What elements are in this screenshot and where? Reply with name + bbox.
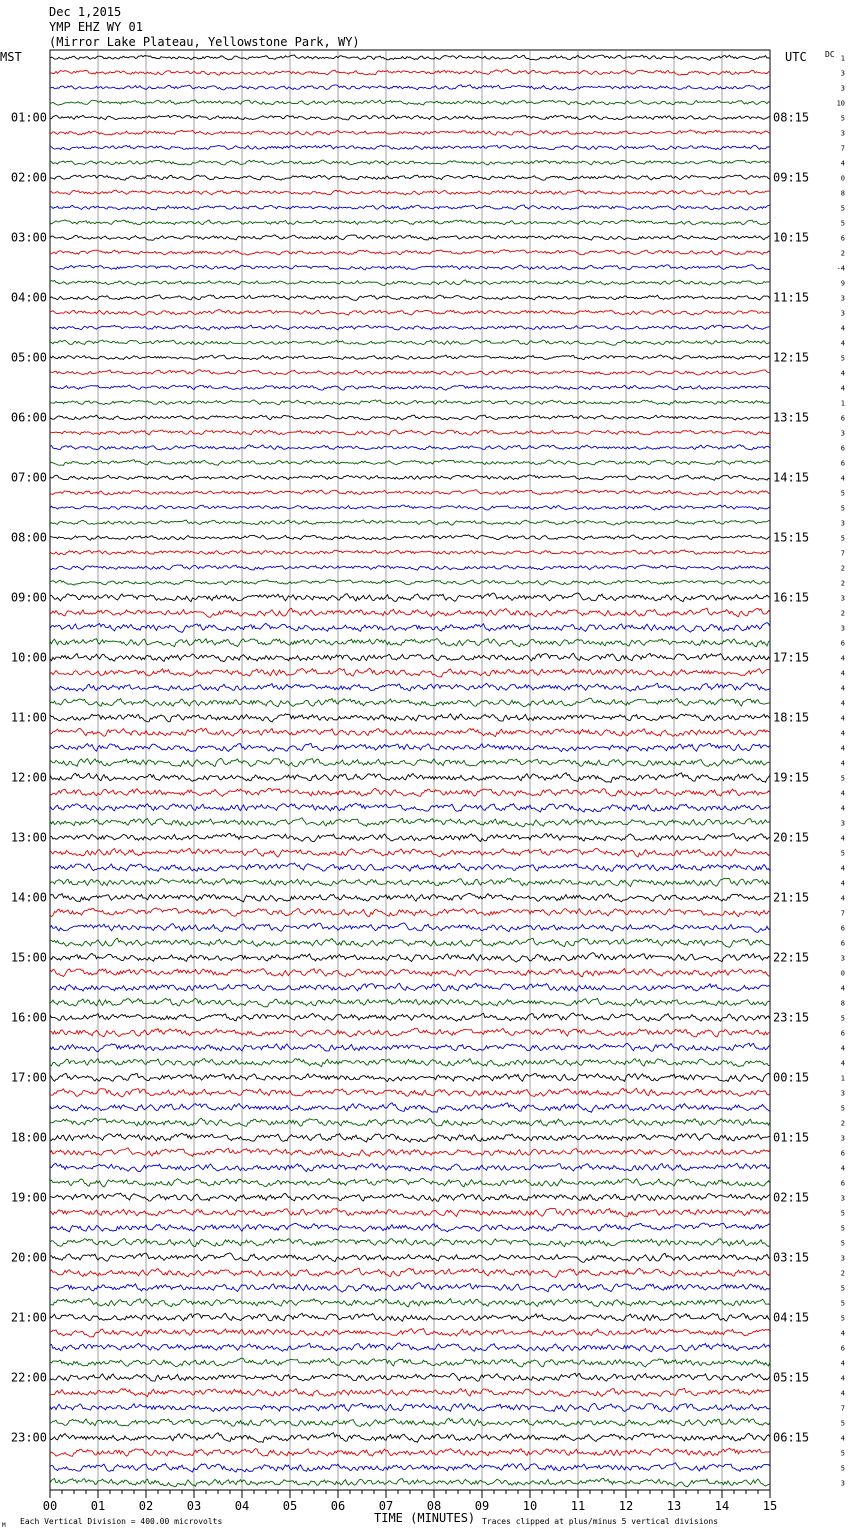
left-hour-label: 02:00 [10, 170, 47, 185]
right-hour-label: 18:15 [773, 710, 810, 725]
trace-37 [50, 593, 770, 602]
trace-63 [50, 983, 770, 991]
dc-offset-value: 4 [840, 159, 845, 168]
trace-64 [50, 998, 770, 1007]
right-hour-label: 17:15 [773, 650, 810, 665]
dc-offset-value: 2 [840, 249, 845, 258]
dc-offset-value: 2 [840, 564, 845, 573]
dc-offset-value: 6 [840, 1029, 845, 1038]
left-hour-label: 03:00 [10, 230, 47, 245]
dc-offset-value: 6 [840, 1344, 845, 1353]
trace-9 [50, 175, 770, 180]
dc-offset-value: 7 [840, 909, 845, 918]
dc-offset-value: 1 [840, 399, 845, 408]
right-hour-label: 12:15 [773, 350, 810, 365]
dc-offset-value: 5 [840, 1104, 845, 1113]
trace-42 [50, 668, 770, 677]
trace-57 [50, 893, 770, 901]
station-label: YMP EHZ WY 01 [49, 20, 143, 34]
trace-83 [50, 1283, 770, 1293]
trace-56 [50, 878, 770, 886]
trace-11 [50, 205, 770, 210]
right-hour-label: 19:15 [773, 770, 810, 785]
trace-90 [50, 1389, 770, 1397]
trace-21 [50, 355, 770, 360]
dc-offset-value: 4 [840, 759, 845, 768]
dc-offset-value: 7 [840, 549, 845, 558]
trace-86 [50, 1329, 770, 1337]
dc-offset-value: 4 [840, 654, 845, 663]
left-hour-label: 07:00 [10, 470, 47, 485]
dc-offset-value: 2 [840, 1269, 845, 1278]
trace-65 [50, 1013, 770, 1021]
trace-2 [50, 70, 770, 75]
trace-54 [50, 848, 770, 857]
left-hour-label: 23:00 [10, 1430, 47, 1445]
dc-offset-value: 3 [840, 1134, 845, 1143]
trace-39 [50, 623, 770, 633]
x-tick-label: 12 [618, 1499, 634, 1513]
trace-23 [50, 385, 770, 390]
trace-77 [50, 1193, 770, 1201]
trace-19 [50, 325, 770, 330]
location-label: (Mirror Lake Plateau, Yellowstone Park, WY) [49, 35, 360, 49]
trace-51 [50, 803, 770, 812]
right-hour-label: 02:15 [773, 1190, 810, 1205]
trace-15 [50, 265, 770, 270]
dc-offset-value: 3 [840, 954, 845, 963]
x-tick-label: 00 [42, 1499, 58, 1513]
dc-offset-value: 4 [840, 669, 845, 678]
trace-55 [50, 863, 770, 871]
trace-group [50, 55, 770, 1487]
dc-offset-value: 4 [840, 384, 845, 393]
dc-offset-value: 4 [840, 369, 845, 378]
dc-offset-value: 5 [840, 204, 845, 213]
dc-offset-value: 4 [840, 894, 845, 903]
dc-offset-value: 4 [840, 1329, 845, 1338]
dc-offset-value: 6 [840, 234, 845, 243]
trace-59 [50, 923, 770, 932]
dc-offset-value: 5 [840, 1284, 845, 1293]
dc-offset-value: 5 [840, 489, 845, 498]
dc-offset-value: 4 [840, 699, 845, 708]
dc-offset-value: 7 [840, 1404, 845, 1413]
dc-offset-value: 3 [840, 1479, 845, 1488]
right-hour-label: 20:15 [773, 830, 810, 845]
x-tick-label: 07 [378, 1499, 394, 1513]
trace-8 [50, 160, 770, 165]
dc-offset-value: 2 [840, 609, 845, 618]
x-axis-label: TIME (MINUTES) [374, 1511, 476, 1525]
right-hour-label: 08:15 [773, 110, 810, 125]
left-hour-label: 18:00 [10, 1130, 47, 1145]
dc-offset-value: 4 [840, 834, 845, 843]
left-hour-label: 01:00 [10, 110, 47, 125]
left-hour-label: 20:00 [10, 1250, 47, 1265]
trace-32 [50, 520, 770, 525]
dc-offset-value: -4 [836, 264, 845, 273]
dc-offset-values [837, 55, 845, 1488]
right-hour-label: 22:15 [773, 950, 810, 965]
left-hour-label: 13:00 [10, 830, 47, 845]
dc-offset-value: 4 [840, 984, 845, 993]
trace-78 [50, 1208, 770, 1216]
dc-offset-value: 6 [840, 939, 845, 948]
dc-offset-value: 1 [840, 54, 845, 63]
trace-33 [50, 535, 770, 540]
dc-offset-value: 3 [840, 1254, 845, 1263]
right-hour-label: 01:15 [773, 1130, 810, 1145]
dc-offset-value: 5 [840, 849, 845, 858]
right-hour-label: 10:15 [773, 230, 810, 245]
left-hour-label: 22:00 [10, 1370, 47, 1385]
left-hour-labels [11, 111, 47, 1445]
trace-50 [50, 788, 770, 796]
trace-7 [50, 145, 770, 150]
x-tick-label: 11 [570, 1499, 586, 1513]
dc-offset-value: 3 [840, 429, 845, 438]
trace-91 [50, 1403, 770, 1411]
scale-note: Each Vertical Division = 400.00 microvolts [20, 1517, 223, 1526]
dc-offset-value: 6 [840, 1179, 845, 1188]
trace-87 [50, 1343, 770, 1352]
dc-offset-value: 4 [840, 339, 845, 348]
right-hour-label: 21:15 [773, 890, 810, 905]
right-hour-label: 11:15 [773, 290, 810, 305]
date-label: Dec 1,2015 [49, 5, 122, 19]
trace-25 [50, 415, 770, 420]
right-hour-label: 05:15 [773, 1370, 810, 1385]
dc-offset-value: 4 [840, 789, 845, 798]
dc-offset-value: 5 [840, 1209, 845, 1218]
dc-offset-value: 5 [840, 534, 845, 543]
trace-47 [50, 743, 770, 751]
dc-offset-value: 4 [840, 744, 845, 753]
trace-5 [50, 115, 770, 120]
trace-95 [50, 1463, 770, 1472]
dc-offset-value: 3 [840, 129, 845, 138]
trace-22 [50, 370, 770, 375]
x-tick-label: 13 [666, 1499, 682, 1513]
trace-61 [50, 953, 770, 963]
dc-offset-value: 4 [840, 1359, 845, 1368]
dc-offset-value: 5 [840, 1299, 845, 1308]
x-tick-label: 15 [762, 1499, 778, 1513]
right-hour-label: 06:15 [773, 1430, 810, 1445]
trace-48 [50, 758, 770, 766]
dc-offset-value: 3 [840, 519, 845, 528]
trace-58 [50, 908, 770, 917]
trace-88 [50, 1358, 770, 1367]
left-hour-label: 08:00 [10, 530, 47, 545]
dc-offset-value: 4 [840, 879, 845, 888]
dc-offset-value: 2 [840, 579, 845, 588]
trace-68 [50, 1059, 770, 1067]
dc-offset-value: 5 [840, 114, 845, 123]
dc-offset-value: 5 [840, 774, 845, 783]
trace-41 [50, 653, 770, 661]
right-hour-labels [773, 111, 809, 1445]
trace-70 [50, 1088, 770, 1097]
left-hour-label: 19:00 [10, 1190, 47, 1205]
dc-label: DC [825, 50, 835, 59]
x-tick-label: 01 [90, 1499, 106, 1513]
x-tick-label: 09 [474, 1499, 490, 1513]
dc-offset-value: 5 [840, 504, 845, 513]
dc-offset-value: 9 [840, 279, 845, 288]
dc-offset-value: 3 [840, 1194, 845, 1203]
trace-3 [50, 85, 770, 90]
left-timezone-label: MST [0, 50, 22, 64]
right-hour-label: 03:15 [773, 1250, 810, 1265]
left-hour-label: 15:00 [10, 950, 47, 965]
dc-offset-value: 4 [840, 864, 845, 873]
trace-36 [50, 580, 770, 585]
trace-34 [50, 550, 770, 555]
dc-offset-value: 4 [840, 804, 845, 813]
dc-offset-value: 5 [840, 219, 845, 228]
dc-offset-value: 4 [840, 324, 845, 333]
trace-29 [50, 475, 770, 480]
dc-offset-value: 5 [840, 354, 845, 363]
trace-96 [50, 1478, 770, 1486]
left-hour-label: 11:00 [10, 710, 47, 725]
left-hour-label: 16:00 [10, 1010, 47, 1025]
dc-offset-value: 5 [840, 1419, 845, 1428]
dc-offset-value: 4 [840, 1389, 845, 1398]
trace-14 [50, 250, 770, 255]
trace-35 [50, 565, 770, 570]
right-hour-label: 13:15 [773, 410, 810, 425]
left-hour-label: 04:00 [10, 290, 47, 305]
dc-offset-value: 3 [840, 819, 845, 828]
x-tick-label: 04 [234, 1499, 250, 1513]
dc-offset-value: 4 [840, 684, 845, 693]
x-tick-label: 05 [282, 1499, 298, 1513]
dc-offset-value: 6 [840, 639, 845, 648]
dc-offset-value: 6 [840, 414, 845, 423]
trace-49 [50, 773, 770, 783]
trace-85 [50, 1313, 770, 1321]
dc-offset-value: 3 [840, 84, 845, 93]
x-tick-label: 08 [426, 1499, 442, 1513]
dc-offset-value: 6 [840, 924, 845, 933]
dc-offset-value: 3 [840, 624, 845, 633]
dc-offset-value: 3 [840, 1089, 845, 1098]
dc-offset-value: 4 [840, 714, 845, 723]
trace-80 [50, 1239, 770, 1247]
trace-4 [50, 100, 770, 105]
trace-67 [50, 1043, 770, 1052]
trace-52 [50, 818, 770, 827]
dc-offset-value: 3 [840, 309, 845, 318]
trace-27 [50, 445, 770, 450]
dc-offset-value: 5 [840, 1014, 845, 1023]
x-tick-label: 02 [138, 1499, 154, 1513]
corner-mark: M [2, 1522, 6, 1529]
left-hour-label: 17:00 [10, 1070, 47, 1085]
dc-offset-value: 4 [840, 1164, 845, 1173]
dc-offset-value: 3 [840, 69, 845, 78]
trace-44 [50, 698, 770, 707]
right-hour-label: 00:15 [773, 1070, 810, 1085]
dc-offset-value: 8 [840, 999, 845, 1008]
trace-82 [50, 1268, 770, 1277]
trace-1 [50, 55, 770, 60]
trace-40 [50, 638, 770, 646]
trace-10 [50, 190, 770, 195]
trace-45 [50, 714, 770, 722]
trace-24 [50, 400, 770, 405]
x-tick-label: 14 [714, 1499, 730, 1513]
trace-46 [50, 728, 770, 736]
trace-18 [50, 310, 770, 316]
x-tick-label: 03 [186, 1499, 202, 1513]
trace-89 [50, 1373, 770, 1381]
dc-offset-value: 3 [840, 594, 845, 603]
right-hour-label: 23:15 [773, 1010, 810, 1025]
right-timezone-label: UTC [785, 50, 807, 64]
trace-66 [50, 1028, 770, 1037]
trace-81 [50, 1253, 770, 1262]
trace-6 [50, 130, 770, 135]
trace-74 [50, 1148, 770, 1157]
trace-79 [50, 1223, 770, 1232]
trace-75 [50, 1163, 770, 1171]
dc-offset-value: 5 [840, 1239, 845, 1248]
dc-offset-value: 5 [840, 1224, 845, 1233]
dc-offset-value: 0 [840, 969, 845, 978]
right-hour-label: 14:15 [773, 470, 810, 485]
dc-offset-value: 8 [840, 189, 845, 198]
trace-43 [50, 683, 770, 691]
trace-71 [50, 1103, 770, 1113]
right-hour-label: 15:15 [773, 530, 810, 545]
dc-offset-value: 4 [840, 729, 845, 738]
trace-17 [50, 295, 770, 301]
dc-offset-value: 4 [840, 1059, 845, 1068]
trace-20 [50, 340, 770, 345]
right-hour-label: 09:15 [773, 170, 810, 185]
x-tick-label: 10 [522, 1499, 538, 1513]
dc-offset-value: 5 [840, 1449, 845, 1458]
x-axis [43, 1490, 777, 1513]
dc-offset-value: 7 [840, 144, 845, 153]
dc-offset-value: 1 [840, 1074, 845, 1083]
right-hour-label: 16:15 [773, 590, 810, 605]
left-hour-label: 12:00 [10, 770, 47, 785]
dc-offset-value: 2 [840, 1119, 845, 1128]
trace-53 [50, 833, 770, 841]
trace-60 [50, 938, 770, 947]
dc-offset-value: 6 [840, 459, 845, 468]
dc-offset-value: 10 [836, 99, 845, 108]
trace-12 [50, 220, 770, 225]
trace-76 [50, 1178, 770, 1186]
dc-offset-value: 4 [840, 474, 845, 483]
dc-offset-value: 3 [840, 294, 845, 303]
left-hour-label: 06:00 [10, 410, 47, 425]
dc-offset-value: 0 [840, 174, 845, 183]
dc-offset-value: 4 [840, 1374, 845, 1383]
trace-30 [50, 490, 770, 495]
trace-31 [50, 505, 770, 510]
dc-offset-value: 6 [840, 444, 845, 453]
dc-offset-value: 4 [840, 1044, 845, 1053]
right-hour-label: 04:15 [773, 1310, 810, 1325]
trace-92 [50, 1418, 770, 1426]
trace-84 [50, 1298, 770, 1306]
trace-94 [50, 1448, 770, 1456]
left-hour-label: 09:00 [10, 590, 47, 605]
trace-69 [50, 1073, 770, 1081]
dc-offset-value: 5 [840, 1314, 845, 1323]
trace-73 [50, 1133, 770, 1142]
dc-offset-value: 4 [840, 1434, 845, 1443]
clip-note: Traces clipped at plus/minus 5 vertical divisions [482, 1517, 719, 1526]
left-hour-label: 10:00 [10, 650, 47, 665]
trace-72 [50, 1118, 770, 1126]
dc-offset-value: 5 [840, 1464, 845, 1473]
trace-26 [50, 430, 770, 435]
left-hour-label: 21:00 [10, 1310, 47, 1325]
trace-38 [50, 608, 770, 617]
plot-frame [50, 50, 770, 1490]
left-hour-label: 05:00 [10, 350, 47, 365]
trace-16 [50, 280, 770, 285]
dc-offset-value: 6 [840, 1149, 845, 1158]
trace-28 [50, 460, 770, 466]
trace-93 [50, 1433, 770, 1443]
trace-13 [50, 235, 770, 240]
left-hour-label: 14:00 [10, 890, 47, 905]
x-tick-label: 06 [330, 1499, 346, 1513]
trace-62 [50, 968, 770, 976]
